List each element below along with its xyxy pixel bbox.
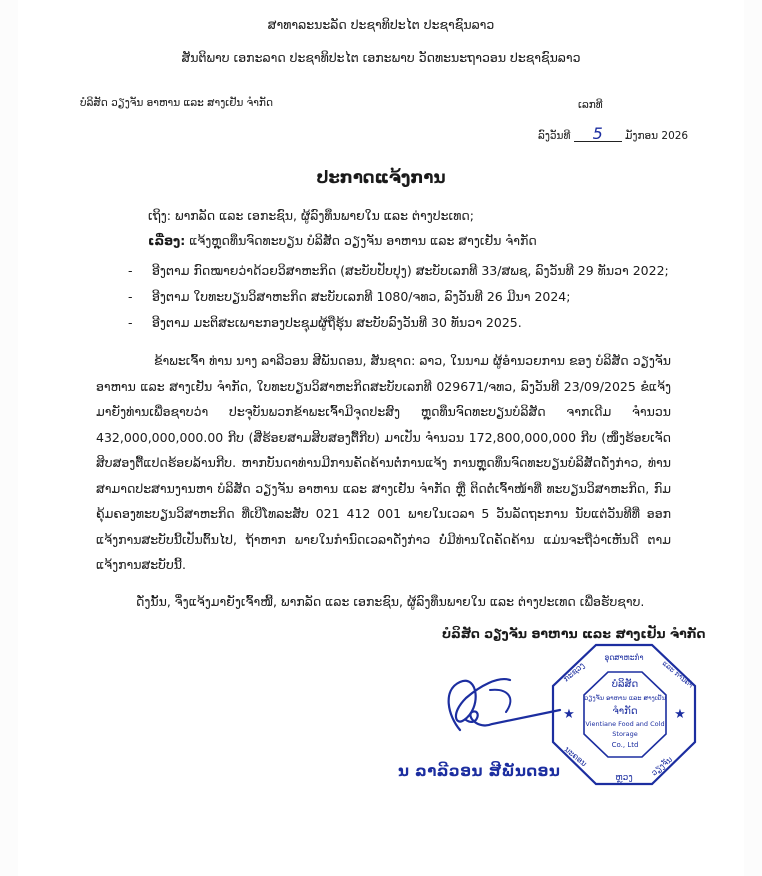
recipient-text: ພາກລັດ ແລະ ເອກະຊົນ, ຜູ້ລົງທຶນພາຍໃນ ແລະ ຕ່າງປະເທດ; [174,208,474,223]
issuing-company: ບໍລິສັດ ວຽງຈັນ ອາຫານ ແລະ ສາງເຢັນ ຈຳກັດ [80,97,273,109]
stamp-center-line3: ຈຳກັດ [612,706,638,717]
stamp-center-line2: ວຽງຈັນ ອາຫານ ແລະ ສາງເຢັນ [584,694,666,702]
national-header-line2: ສັນຕິພາບ ເອກະລາດ ປະຊາທິປະໄຕ ເອກະພາບ ວັດທະນະຖາວອນ ປະຊາຊົນລາວ [181,50,581,65]
recipient-label: ເຖິງ: [148,208,171,223]
subject-text: ແຈ້ງຫຼຸດທຶນຈົດທະບຽນ ບໍລິສັດ ວຽງຈັນ ອາຫານ ແລະ ສາງເຢັນ ຈຳກັດ [189,233,537,248]
date-prefix: ລົງວັນທີ [538,130,571,142]
body-paragraph-2: ດັ່ງນັ້ນ, ຈຶ່ງແຈ້ງມາຍັງເຈົ້າໜີ້, ພາກລັດ ແລະ ເອກະຊົນ, ຜູ້ລົງທຶນພາຍໃນ ແລະ ຕ່າງປະເທດ ເພື່ອຮັບຊາບ. [136,594,645,609]
reference-item: - ອີງຕາມ ໃບທະບຽນວິສາຫະກິດ ສະບັບເລກທີ 1080/ຈທວ, ລົງວັນທີ 26 ມີນາ 2024; [128,289,571,304]
page-title: ປະກາດແຈ້ງການ [316,168,446,187]
date-day: 5 [574,127,622,142]
signer-name: ນ ລາລີວອນ ສີພັນດອນ [398,762,561,780]
stamp-center-en3: Co., Ltd [611,741,639,749]
document-number-label: ເລກທີ [578,99,603,111]
recipient-line [148,208,474,223]
subject-line [148,233,537,248]
stamp-center-en2: Storage [612,730,638,738]
stamp-ring-top: ອຸດສາຫະກຳ [604,653,644,662]
date-suffix: ມັງກອນ 2026 [625,130,689,142]
document-page [18,0,744,876]
subject-label: ເລື່ອງ: [148,233,186,248]
stamp-ring-bottom: ຫຼວງ [615,773,633,783]
company-seal-stamp [550,642,698,787]
national-header-line1: ສາທາລະນະລັດ ປະຊາທິປະໄຕ ປະຊາຊົນລາວ [267,17,495,32]
stamp-center-line1: ບໍລິສັດ [611,679,639,690]
signing-company: ບໍລິສັດ ວຽງຈັນ ອາຫານ ແລະ ສາງເຢັນ ຈຳກັດ [442,626,706,641]
star-icon: ★ [563,707,575,722]
star-icon: ★ [674,707,686,722]
stamp-ring-bottom-left: ນະຄອນ [562,744,589,769]
stamp-center-en1: Vientiane Food and Cold [585,720,665,728]
stamp-ring-right: ແລະ ການຄ້າ [660,659,695,690]
body-paragraph-1: ຂ້າພະເຈົ້າ ທ່ານ ນາງ ລາລີວອນ ສີພັນດອນ, ສັນຊາດ: ລາວ, ໃນນາມ ຜູ້ອຳນວຍການ ຂອງ ບໍລິສັດ ວຽງຈັນ ອາຫານ ແລະ ສາງເຢັນ ຈຳກັດ, ໃບທະບຽນວິສາຫະກິດສະບັບເລກທີ 029671/ຈທວ, ລົງວັນທີ 23/09/2025 ຂໍແຈ້ງ ມາຍັງທ່ານເພື່ອຊາບວ່າ ປະຈຸບັນພວກຂ້າພະເຈົ້າມີຈຸດປະສົງ ຫຼຸດທຶນຈົດທະບຽນບໍລິສັດ ຈາກເດີມ ຈຳນວນ 432,000,000,000.00 ກີບ (ສີ່ຮ້ອຍສາມສິບສອງຕື້ກີບ) ມາເປັນ ຈຳນວນ 172,800,000,000 ກີບ (ໜຶ່ງຮ້ອຍເຈັດ ສິບສອງຕື້ແປດຮ້ອຍລ້ານກີບ. ຫາກບັນດາທ່ານມີການຄັດຄ້ານຕໍ່ການແຈ້ງ ການຫຼຸດທຶນຈົດທະບຽນບໍລິສັດດັ່ງກ່າວ, ທ່ານສາມາດປະສານງານຫາ ບໍລິສັດ ວຽງຈັນ ອາຫານ ແລະ ສາງເຢັນ ຈຳກັດ ຫຼື ຕິດຕໍ່ເຈົ້າໜ້າທີ່ ທະບຽນວິສາຫະກິດ, ກົມຄຸ້ມຄອງທະບຽນວິສາຫະກິດ ທີ່ເບີໂທລະສັບ 021 412 001 ພາຍໃນເວລາ 5 ວັນລັດຖະການ ນັບແຕ່ວັນທີທີ່ ອອກ ແຈ້ງການສະບັບນີ້ເປັນຕົ້ນໄປ, ຖ້າຫາກ ພາຍໃນກຳນົດເວລາດັ່ງກ່າວ ບໍ່ມີທ່ານໃດຄັດຄ້ານ ແມ່ນຈະຖືວ່າເຫັນດີ ຕາມແຈ້ງການສະບັບນີ້. [96,353,671,572]
document-date [538,124,689,143]
stamp-ring-bottom-right: ວຽງຈັນ [649,754,675,778]
reference-item: - ອີງຕາມ ກົດໝາຍວ່າດ້ວຍວິສາຫະກິດ (ສະບັບປັບປຸງ) ສະບັບເລກທີ 33/ສພຊ, ລົງວັນທີ 29 ທັນວາ 2022; [128,263,669,278]
stamp-ring-left: ກະຊວງ [561,660,587,684]
reference-item: - ອີງຕາມ ມະຕິສະເພາະກອງປະຊຸມຜູ້ຖືຮຸ້ນ ສະບັບລົງວັນທີ 30 ທັນວາ 2025. [128,315,522,330]
